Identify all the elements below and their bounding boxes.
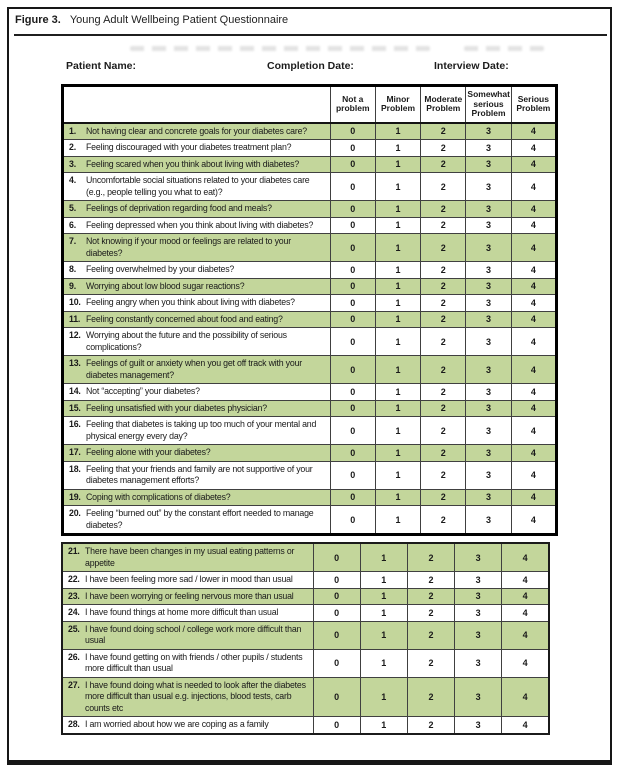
question-row — [63, 400, 557, 417]
rating-cell: 4 — [502, 605, 549, 622]
rating-cell: 2 — [421, 262, 466, 279]
column-header-moderate-problem: Moderate Problem — [421, 86, 466, 123]
question-text: Feelings of deprivation regarding food and meals? — [86, 203, 272, 213]
rating-cell: 4 — [511, 311, 556, 328]
rating-cell: 2 — [421, 384, 466, 401]
question-text: Uncomfortable social situations related to your diabetes care (e.g., people telling you what to eat)? — [86, 175, 310, 197]
rating-cell: 1 — [375, 311, 420, 328]
rating-cell: 0 — [330, 489, 375, 506]
question-row — [63, 201, 557, 218]
rating-cell: 4 — [511, 140, 556, 157]
rating-cell: 1 — [375, 278, 420, 295]
question-row — [63, 295, 557, 312]
rating-cell: 1 — [375, 461, 420, 489]
rating-cell: 2 — [421, 328, 466, 356]
question-text: I have found doing school / college work more difficult than usual — [85, 623, 302, 645]
question-row — [62, 543, 549, 572]
question-row — [63, 328, 557, 356]
question-cell — [63, 295, 331, 312]
question-row — [63, 217, 557, 234]
question-number: 23. — [68, 590, 80, 601]
rating-cell: 1 — [375, 201, 420, 218]
rating-cell: 1 — [360, 621, 407, 649]
rating-cell: 0 — [313, 717, 360, 734]
rating-cell: 2 — [421, 295, 466, 312]
rating-cell: 4 — [511, 445, 556, 462]
rating-cell: 3 — [455, 677, 502, 717]
rating-cell: 3 — [466, 262, 511, 279]
question-row — [63, 489, 557, 506]
rating-cell: 1 — [375, 356, 420, 384]
question-number: 24. — [68, 607, 80, 617]
questionnaire-section-1 — [61, 84, 558, 536]
question-text: Worrying about low blood sugar reactions? — [86, 280, 245, 291]
rating-cell: 2 — [421, 445, 466, 462]
rating-cell: 3 — [466, 201, 511, 218]
rating-cell: 4 — [502, 621, 549, 649]
question-text: Feeling scared when you think about living with diabetes? — [86, 158, 300, 169]
question-text: There have been changes in my usual eating patterns or appetite — [85, 546, 295, 568]
question-number: 16. — [69, 419, 81, 429]
rating-cell: 3 — [466, 461, 511, 489]
question-number: 15. — [69, 402, 81, 413]
rating-cell: 2 — [407, 621, 454, 649]
question-cell — [63, 506, 331, 535]
question-cell — [62, 605, 313, 622]
rating-cell: 4 — [511, 461, 556, 489]
rating-cell: 0 — [330, 262, 375, 279]
question-cell — [63, 445, 331, 462]
question-number: 11. — [69, 313, 81, 324]
rating-cell: 2 — [407, 572, 454, 589]
question-number: 27. — [68, 679, 80, 690]
rating-cell: 4 — [511, 400, 556, 417]
rating-cell: 1 — [375, 489, 420, 506]
rating-cell: 2 — [421, 417, 466, 445]
question-text: Worrying about the future and the possibility of serious complications? — [86, 330, 287, 352]
rating-cell: 2 — [421, 234, 466, 262]
rating-cell: 2 — [407, 543, 454, 572]
question-text: I am worried about how we are coping as a family — [85, 719, 269, 729]
rating-cell: 0 — [330, 201, 375, 218]
rating-cell: 1 — [375, 400, 420, 417]
rating-cell: 0 — [330, 234, 375, 262]
rating-cell: 3 — [466, 217, 511, 234]
rating-cell: 0 — [313, 621, 360, 649]
rating-cell: 2 — [407, 677, 454, 717]
rating-cell: 1 — [360, 572, 407, 589]
question-cell — [63, 356, 331, 384]
question-row — [63, 384, 557, 401]
question-text: Not having clear and concrete goals for your diabetes care? — [86, 125, 307, 136]
rating-cell: 4 — [511, 262, 556, 279]
rating-cell: 2 — [421, 123, 466, 140]
rating-cell: 0 — [330, 311, 375, 328]
rating-cell: 1 — [375, 445, 420, 462]
figure-caption — [15, 14, 288, 26]
question-text: Feeling constantly concerned about food and eating? — [86, 313, 283, 324]
rating-cell: 1 — [360, 543, 407, 572]
question-text: I have found getting on with friends / other pupils / students more difficult than usual — [85, 651, 303, 673]
rating-cell: 4 — [511, 123, 556, 140]
rating-cell: 0 — [330, 400, 375, 417]
rating-cell: 4 — [502, 588, 549, 605]
rating-cell: 4 — [511, 278, 556, 295]
question-text: Feeling unsatisfied with your diabetes physician? — [86, 402, 267, 413]
page-border — [7, 7, 612, 765]
question-number: 19. — [69, 491, 81, 502]
question-number: 9. — [69, 280, 76, 291]
rating-cell: 0 — [313, 677, 360, 717]
rating-cell: 2 — [407, 649, 454, 677]
question-number: 12. — [69, 330, 81, 340]
question-row — [62, 717, 549, 734]
rating-cell: 1 — [375, 384, 420, 401]
rating-cell: 2 — [421, 201, 466, 218]
question-row — [62, 588, 549, 605]
column-header-not-a-problem: Not a problem — [330, 86, 375, 123]
question-text: Feeling overwhelmed by your diabetes? — [86, 264, 235, 274]
question-number: 28. — [68, 719, 80, 729]
rating-cell: 1 — [375, 262, 420, 279]
scan-artifact — [130, 46, 430, 51]
question-row — [63, 417, 557, 445]
question-text: Feeling alone with your diabetes? — [86, 447, 211, 457]
rating-cell: 3 — [455, 621, 502, 649]
question-number: 17. — [69, 447, 81, 457]
rating-cell: 3 — [466, 445, 511, 462]
rating-cell: 0 — [330, 123, 375, 140]
question-text: Feelings of guilt or anxiety when you get off track with your diabetes management? — [86, 358, 302, 380]
patient-name-label: Patient Name: — [66, 60, 137, 72]
rating-cell: 0 — [330, 356, 375, 384]
rating-cell: 1 — [360, 605, 407, 622]
rating-cell: 2 — [421, 217, 466, 234]
rating-cell: 3 — [466, 173, 511, 201]
question-cell — [63, 262, 331, 279]
rating-cell: 0 — [330, 173, 375, 201]
question-cell — [62, 677, 313, 717]
question-text: Not “accepting” your diabetes? — [86, 386, 200, 396]
rating-cell: 0 — [330, 217, 375, 234]
rating-cell: 2 — [421, 461, 466, 489]
question-row — [63, 311, 557, 328]
rating-cell: 4 — [511, 328, 556, 356]
rating-cell: 2 — [407, 717, 454, 734]
rating-cell: 4 — [511, 201, 556, 218]
question-cell — [63, 140, 331, 157]
question-number: 5. — [69, 203, 76, 213]
rating-cell: 3 — [466, 328, 511, 356]
question-cell — [62, 621, 313, 649]
rating-cell: 0 — [313, 605, 360, 622]
rating-cell: 0 — [330, 156, 375, 173]
question-cell — [63, 278, 331, 295]
question-cell — [63, 384, 331, 401]
question-number: 20. — [69, 508, 81, 518]
rating-cell: 0 — [330, 295, 375, 312]
rating-cell: 4 — [511, 506, 556, 535]
rating-cell: 4 — [511, 356, 556, 384]
caption-rule — [14, 34, 607, 36]
question-row — [63, 262, 557, 279]
rating-cell: 3 — [466, 234, 511, 262]
question-cell — [63, 217, 331, 234]
rating-cell: 0 — [330, 278, 375, 295]
rating-cell: 0 — [330, 384, 375, 401]
rating-cell: 3 — [466, 506, 511, 535]
question-row — [63, 506, 557, 535]
question-number: 10. — [69, 297, 81, 307]
rating-cell: 1 — [375, 506, 420, 535]
column-header-somewhat-serious-problem: Somewhat serious Problem — [466, 86, 511, 123]
rating-cell: 3 — [466, 295, 511, 312]
question-row — [63, 445, 557, 462]
question-row — [63, 461, 557, 489]
question-number: 2. — [69, 142, 76, 152]
rating-cell: 1 — [360, 677, 407, 717]
rating-cell: 0 — [313, 572, 360, 589]
rating-cell: 2 — [421, 400, 466, 417]
rating-cell: 3 — [455, 717, 502, 734]
rating-cell: 1 — [375, 234, 420, 262]
question-number: 14. — [69, 386, 81, 396]
rating-cell: 3 — [466, 140, 511, 157]
column-header-serious-problem: Serious Problem — [511, 86, 556, 123]
question-row — [62, 677, 549, 717]
question-text: Feeling that diabetes is taking up too much of your mental and physical energy every day? — [86, 419, 317, 441]
question-number: 22. — [68, 574, 80, 584]
rating-cell: 3 — [466, 400, 511, 417]
rating-cell: 1 — [360, 588, 407, 605]
rating-cell: 4 — [502, 572, 549, 589]
rating-cell: 4 — [511, 295, 556, 312]
rating-cell: 0 — [313, 649, 360, 677]
interview-date-label: Interview Date: — [434, 60, 509, 72]
rating-cell: 1 — [375, 140, 420, 157]
question-row — [63, 156, 557, 173]
rating-cell: 3 — [466, 156, 511, 173]
rating-cell: 0 — [330, 140, 375, 157]
question-column-header — [63, 86, 331, 123]
question-row — [62, 605, 549, 622]
rating-cell: 0 — [330, 506, 375, 535]
rating-cell: 3 — [455, 543, 502, 572]
rating-cell: 2 — [421, 356, 466, 384]
rating-cell: 4 — [502, 717, 549, 734]
question-cell — [63, 417, 331, 445]
question-cell — [63, 311, 331, 328]
question-cell — [62, 572, 313, 589]
rating-cell: 4 — [502, 649, 549, 677]
rating-cell: 1 — [360, 649, 407, 677]
question-number: 13. — [69, 358, 81, 368]
rating-cell: 4 — [511, 417, 556, 445]
rating-cell: 1 — [375, 328, 420, 356]
rating-cell: 4 — [502, 677, 549, 717]
question-cell — [63, 234, 331, 262]
rating-cell: 2 — [421, 311, 466, 328]
figure-label: Figure 3. — [15, 14, 61, 26]
rating-cell: 4 — [502, 543, 549, 572]
rating-cell: 3 — [455, 588, 502, 605]
question-text: Feeling angry when you think about living with diabetes? — [86, 297, 295, 307]
question-cell — [63, 400, 331, 417]
question-row — [62, 649, 549, 677]
rating-cell: 3 — [466, 384, 511, 401]
question-text: I have been feeling more sad / lower in mood than usual — [85, 574, 293, 584]
question-cell — [63, 173, 331, 201]
rating-cell: 3 — [455, 649, 502, 677]
rating-cell: 1 — [375, 295, 420, 312]
rating-cell: 3 — [455, 605, 502, 622]
rating-cell: 4 — [511, 173, 556, 201]
rating-cell: 0 — [330, 417, 375, 445]
question-row — [63, 278, 557, 295]
rating-cell: 4 — [511, 217, 556, 234]
question-number: 4. — [69, 175, 76, 185]
question-cell — [63, 156, 331, 173]
rating-cell: 2 — [407, 605, 454, 622]
question-text: I have found doing what is needed to look after the diabetes more difficult than usual e.g. injections, blood tests, carb counts etc — [85, 679, 306, 713]
question-text: Feeling depressed when you think about living with diabetes? — [86, 219, 314, 230]
questionnaire — [61, 84, 566, 735]
question-row — [62, 621, 549, 649]
scan-artifact — [464, 46, 544, 51]
completion-date-label: Completion Date: — [267, 60, 354, 72]
question-row — [62, 572, 549, 589]
rating-cell: 2 — [421, 156, 466, 173]
rating-cell: 0 — [313, 543, 360, 572]
question-cell — [63, 123, 331, 140]
rating-cell: 1 — [375, 173, 420, 201]
rating-cell: 2 — [421, 173, 466, 201]
rating-cell: 1 — [375, 417, 420, 445]
question-text: Feeling “burned out” by the constant effort needed to manage diabetes? — [86, 508, 314, 530]
rating-cell: 4 — [511, 234, 556, 262]
question-number: 8. — [69, 264, 76, 274]
section-2-rows — [62, 543, 549, 734]
question-number: 26. — [68, 651, 80, 662]
rating-cell: 0 — [313, 588, 360, 605]
rating-cell: 4 — [511, 384, 556, 401]
rating-cell: 4 — [511, 156, 556, 173]
question-number: 1. — [69, 125, 76, 136]
rating-cell: 0 — [330, 328, 375, 356]
section-1-rows — [63, 123, 557, 535]
question-text: Not knowing if your mood or feelings are related to your diabetes? — [86, 236, 291, 258]
rating-cell: 2 — [421, 506, 466, 535]
rating-cell: 2 — [421, 140, 466, 157]
rating-cell: 1 — [375, 156, 420, 173]
rating-cell: 1 — [375, 123, 420, 140]
question-cell — [62, 588, 313, 605]
question-row — [63, 123, 557, 140]
rating-cell: 3 — [466, 123, 511, 140]
question-text: I have found things at home more difficult than usual — [85, 607, 279, 617]
rating-cell: 0 — [330, 461, 375, 489]
question-text: Coping with complications of diabetes? — [86, 491, 231, 502]
rating-cell: 1 — [360, 717, 407, 734]
question-text: Feeling that your friends and family are not supportive of your diabetes management efforts? — [86, 463, 313, 485]
question-number: 18. — [69, 463, 81, 474]
question-row — [63, 356, 557, 384]
rating-cell: 2 — [407, 588, 454, 605]
figure-title: Young Adult Wellbeing Patient Questionnaire — [69, 14, 289, 26]
rating-cell: 2 — [421, 489, 466, 506]
rating-cell: 3 — [466, 278, 511, 295]
column-header-row — [63, 86, 557, 123]
question-cell — [62, 717, 313, 734]
question-cell — [63, 489, 331, 506]
question-number: 21. — [68, 546, 80, 556]
question-number: 25. — [68, 623, 80, 634]
question-cell — [63, 328, 331, 356]
question-cell — [63, 201, 331, 218]
questionnaire-section-2 — [61, 542, 550, 735]
question-row — [63, 140, 557, 157]
rating-cell: 3 — [466, 311, 511, 328]
question-text: I have been worrying or feeling nervous more than usual — [85, 590, 294, 601]
rating-cell: 4 — [511, 489, 556, 506]
rating-cell: 1 — [375, 217, 420, 234]
rating-cell: 3 — [466, 417, 511, 445]
question-cell — [62, 649, 313, 677]
rating-cell: 3 — [455, 572, 502, 589]
rating-cell: 3 — [466, 489, 511, 506]
question-number: 3. — [69, 158, 76, 169]
question-text: Feeling discouraged with your diabetes treatment plan? — [86, 142, 292, 152]
rating-cell: 3 — [466, 356, 511, 384]
rating-cell: 0 — [330, 445, 375, 462]
question-cell — [63, 461, 331, 489]
question-row — [63, 234, 557, 262]
rating-cell: 2 — [421, 278, 466, 295]
column-header-minor-problem: Minor Problem — [375, 86, 420, 123]
question-number: 7. — [69, 236, 76, 246]
question-row — [63, 173, 557, 201]
question-number: 6. — [69, 219, 76, 230]
question-cell — [62, 543, 313, 572]
